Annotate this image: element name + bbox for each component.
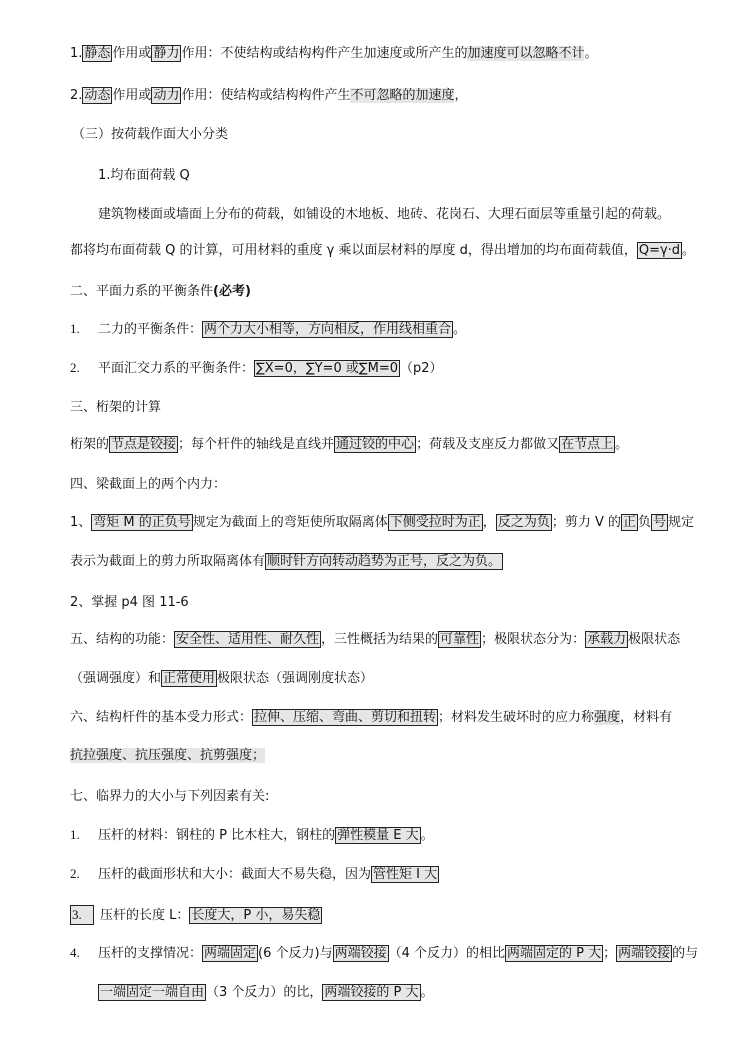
text: （强调强度）和: [70, 671, 162, 686]
paragraph-line: [70, 670, 373, 688]
text: 极限状态: [628, 632, 681, 647]
text: 负: [638, 515, 652, 530]
dynamic-action-line: [70, 87, 468, 105]
text: 压杆的长度 L：: [100, 908, 190, 923]
must-test-label: (必考): [213, 284, 251, 299]
section-heading: 三、桁架的计算: [70, 400, 162, 415]
text: 压杆的材料：钢柱的 P 比木柱大，钢柱的: [98, 828, 336, 843]
text: ；每个杆件的轴线是直线并: [178, 437, 335, 452]
text: 压杆的支撑情况：: [98, 946, 203, 961]
paragraph-line: [70, 709, 672, 727]
text: 的与: [672, 946, 699, 961]
highlight-two-force: 两个力大小相等，方向相反，作用线相重合: [204, 322, 452, 337]
highlight-strength-types: 抗拉强度、抗压强度、抗剪强度；: [70, 748, 266, 763]
item-number: 2.: [70, 360, 80, 375]
highlight-clockwise: 顺时针方向转动趋势为正号，反之为负。: [267, 554, 502, 569]
text: ，: [454, 88, 468, 103]
section-heading: （三）按荷载作面大小分类: [72, 127, 229, 142]
text: （3 个反力）的比，: [206, 985, 323, 1000]
item-number: 1.: [70, 827, 80, 842]
paragraph-line: [70, 514, 694, 532]
text: （4 个反力）的相比: [388, 946, 506, 961]
text: 作用：不使结构或结构构件产生加速度或所产生的: [181, 46, 468, 61]
highlight-fixed-both: 两端固定: [204, 946, 257, 961]
text: ；剪力 V 的: [551, 515, 621, 530]
list-item: [70, 359, 443, 378]
text: ，: [482, 515, 496, 530]
subheading: 1.均布面荷载 Q: [98, 168, 190, 183]
list-item: [70, 944, 698, 963]
highlight-reliability: 可靠性: [440, 632, 480, 647]
list-item: [70, 905, 322, 925]
item-number: 2.: [70, 866, 80, 881]
text: 1、: [70, 515, 92, 530]
text: ，材料有: [620, 710, 673, 725]
text: ；材料发生破坏时的应力称: [438, 710, 595, 725]
paragraph-line: [70, 436, 628, 454]
text: 。: [615, 437, 629, 452]
highlight-on-node: 在节点上: [561, 437, 614, 452]
paragraph-line: 2、掌握 p4 图 11-6: [70, 595, 189, 610]
text: 作用：使结构或结构构件产生: [181, 88, 351, 103]
highlight-fixed-p-large: 两端固定的 P 大: [507, 946, 602, 961]
paragraph-line: [70, 242, 695, 260]
section-heading: [70, 283, 251, 301]
list-item-continuation: [98, 984, 434, 1002]
list-item: [70, 826, 434, 845]
text: 压杆的截面形状和大小：截面大不易失稳，因为: [98, 867, 372, 882]
highlight-strength: 强度: [594, 710, 621, 725]
formula-highlight: Q=γ·d: [638, 243, 681, 258]
text: 。: [453, 322, 467, 337]
text: ；极限状态分为：: [481, 632, 586, 647]
static-action-line: [70, 45, 598, 63]
text: 。: [420, 985, 434, 1000]
text: 表示为截面上的剪力所取隔离体有: [70, 554, 266, 569]
text: 。: [584, 46, 598, 61]
item-number: 3.: [70, 905, 94, 925]
highlight-moment-sign: 弯矩 M 的正负号: [93, 515, 191, 530]
item-number: 4.: [70, 945, 80, 960]
list-item: [70, 865, 439, 884]
text: 规定为截面上的弯矩使所取隔离体: [192, 515, 388, 530]
highlight-sign: 正: [623, 515, 637, 530]
highlight-dynamic-force: 动力: [153, 88, 180, 103]
highlight-dynamic: 动态: [84, 88, 111, 103]
highlight-hinged: 节点是铰接: [111, 437, 177, 452]
item-number: 1.: [70, 46, 83, 61]
text: 五、结构的功能：: [70, 632, 175, 647]
highlight-sign: 号: [653, 515, 667, 530]
text: 。: [682, 243, 696, 258]
item-number: 2.: [70, 88, 83, 103]
text: 作用或: [112, 46, 152, 61]
text: ；荷载及支座反力都做又: [416, 437, 560, 452]
text: 六、结构杆件的基本受力形式：: [70, 710, 253, 725]
highlight-hinged-p-large: 两端铰接的 P 大: [324, 985, 419, 1000]
highlight-functions: 安全性、适用性、耐久性: [176, 632, 320, 647]
highlight-fixed-free: 一端固定一端自由: [100, 985, 205, 1000]
highlight-center: 通过铰的中心: [336, 437, 415, 452]
paragraph-line: 建筑物楼面或墙面上分布的荷载，如铺设的木地板、地砖、花岗石、大理石面层等重量引起的荷载。: [98, 207, 671, 222]
text: 桁架的: [70, 437, 110, 452]
text: 平面汇交力系的平衡条件：: [98, 361, 255, 376]
paragraph-line: [70, 553, 503, 571]
text: 规定: [668, 515, 695, 530]
text: （p2）: [399, 361, 443, 376]
text: (6 个反力)与: [258, 946, 333, 961]
formula-highlight: ∑X=0，∑Y=0 或∑M=0: [256, 361, 398, 376]
text: 都将均布面荷载 Q 的计算，可用材料的重度 γ 乘以面层材料的厚度 d，得出增加的均布面荷载值，: [70, 243, 637, 258]
text: ；: [603, 946, 617, 961]
highlight-length: 长度大，P 小，易失稳: [191, 908, 321, 923]
paragraph-line: [70, 747, 265, 765]
text: 二、平面力系的平衡条件: [70, 284, 214, 299]
highlight-modulus: 弹性模量 E 大: [337, 828, 419, 843]
highlight-static: 静态: [84, 46, 111, 61]
section-heading: 四、梁截面上的两个内力：: [70, 477, 227, 492]
text: 。: [420, 828, 434, 843]
highlight-static-force: 静力: [153, 46, 180, 61]
highlight-hinged-both: 两端铰接: [618, 946, 671, 961]
section-heading: 七、临界力的大小与下列因素有关:: [70, 789, 270, 804]
highlight-inertia: 管性矩 I 大: [373, 867, 438, 882]
highlight-not-negligible: 不可忽略的加速度: [350, 88, 455, 103]
highlight-force-forms: 拉伸、压缩、弯曲、剪切和扭转: [254, 710, 437, 725]
text: ，三性概括为结果的: [321, 632, 439, 647]
item-number: 1.: [70, 321, 80, 336]
highlight-negligible: 加速度可以忽略不计: [467, 46, 585, 61]
text: 极限状态（强调刚度状态）: [217, 671, 374, 686]
list-item: [70, 320, 466, 339]
highlight-normal-use: 正常使用: [163, 671, 216, 686]
text: 作用或: [112, 88, 152, 103]
paragraph-line: [70, 631, 680, 649]
highlight-hinged-both: 两端铰接: [334, 946, 387, 961]
highlight-tension: 下侧受拉时为正: [389, 515, 481, 530]
highlight-negative: 反之为负: [497, 515, 550, 530]
text: 二力的平衡条件：: [98, 322, 203, 337]
highlight-capacity: 承载力: [587, 632, 627, 647]
